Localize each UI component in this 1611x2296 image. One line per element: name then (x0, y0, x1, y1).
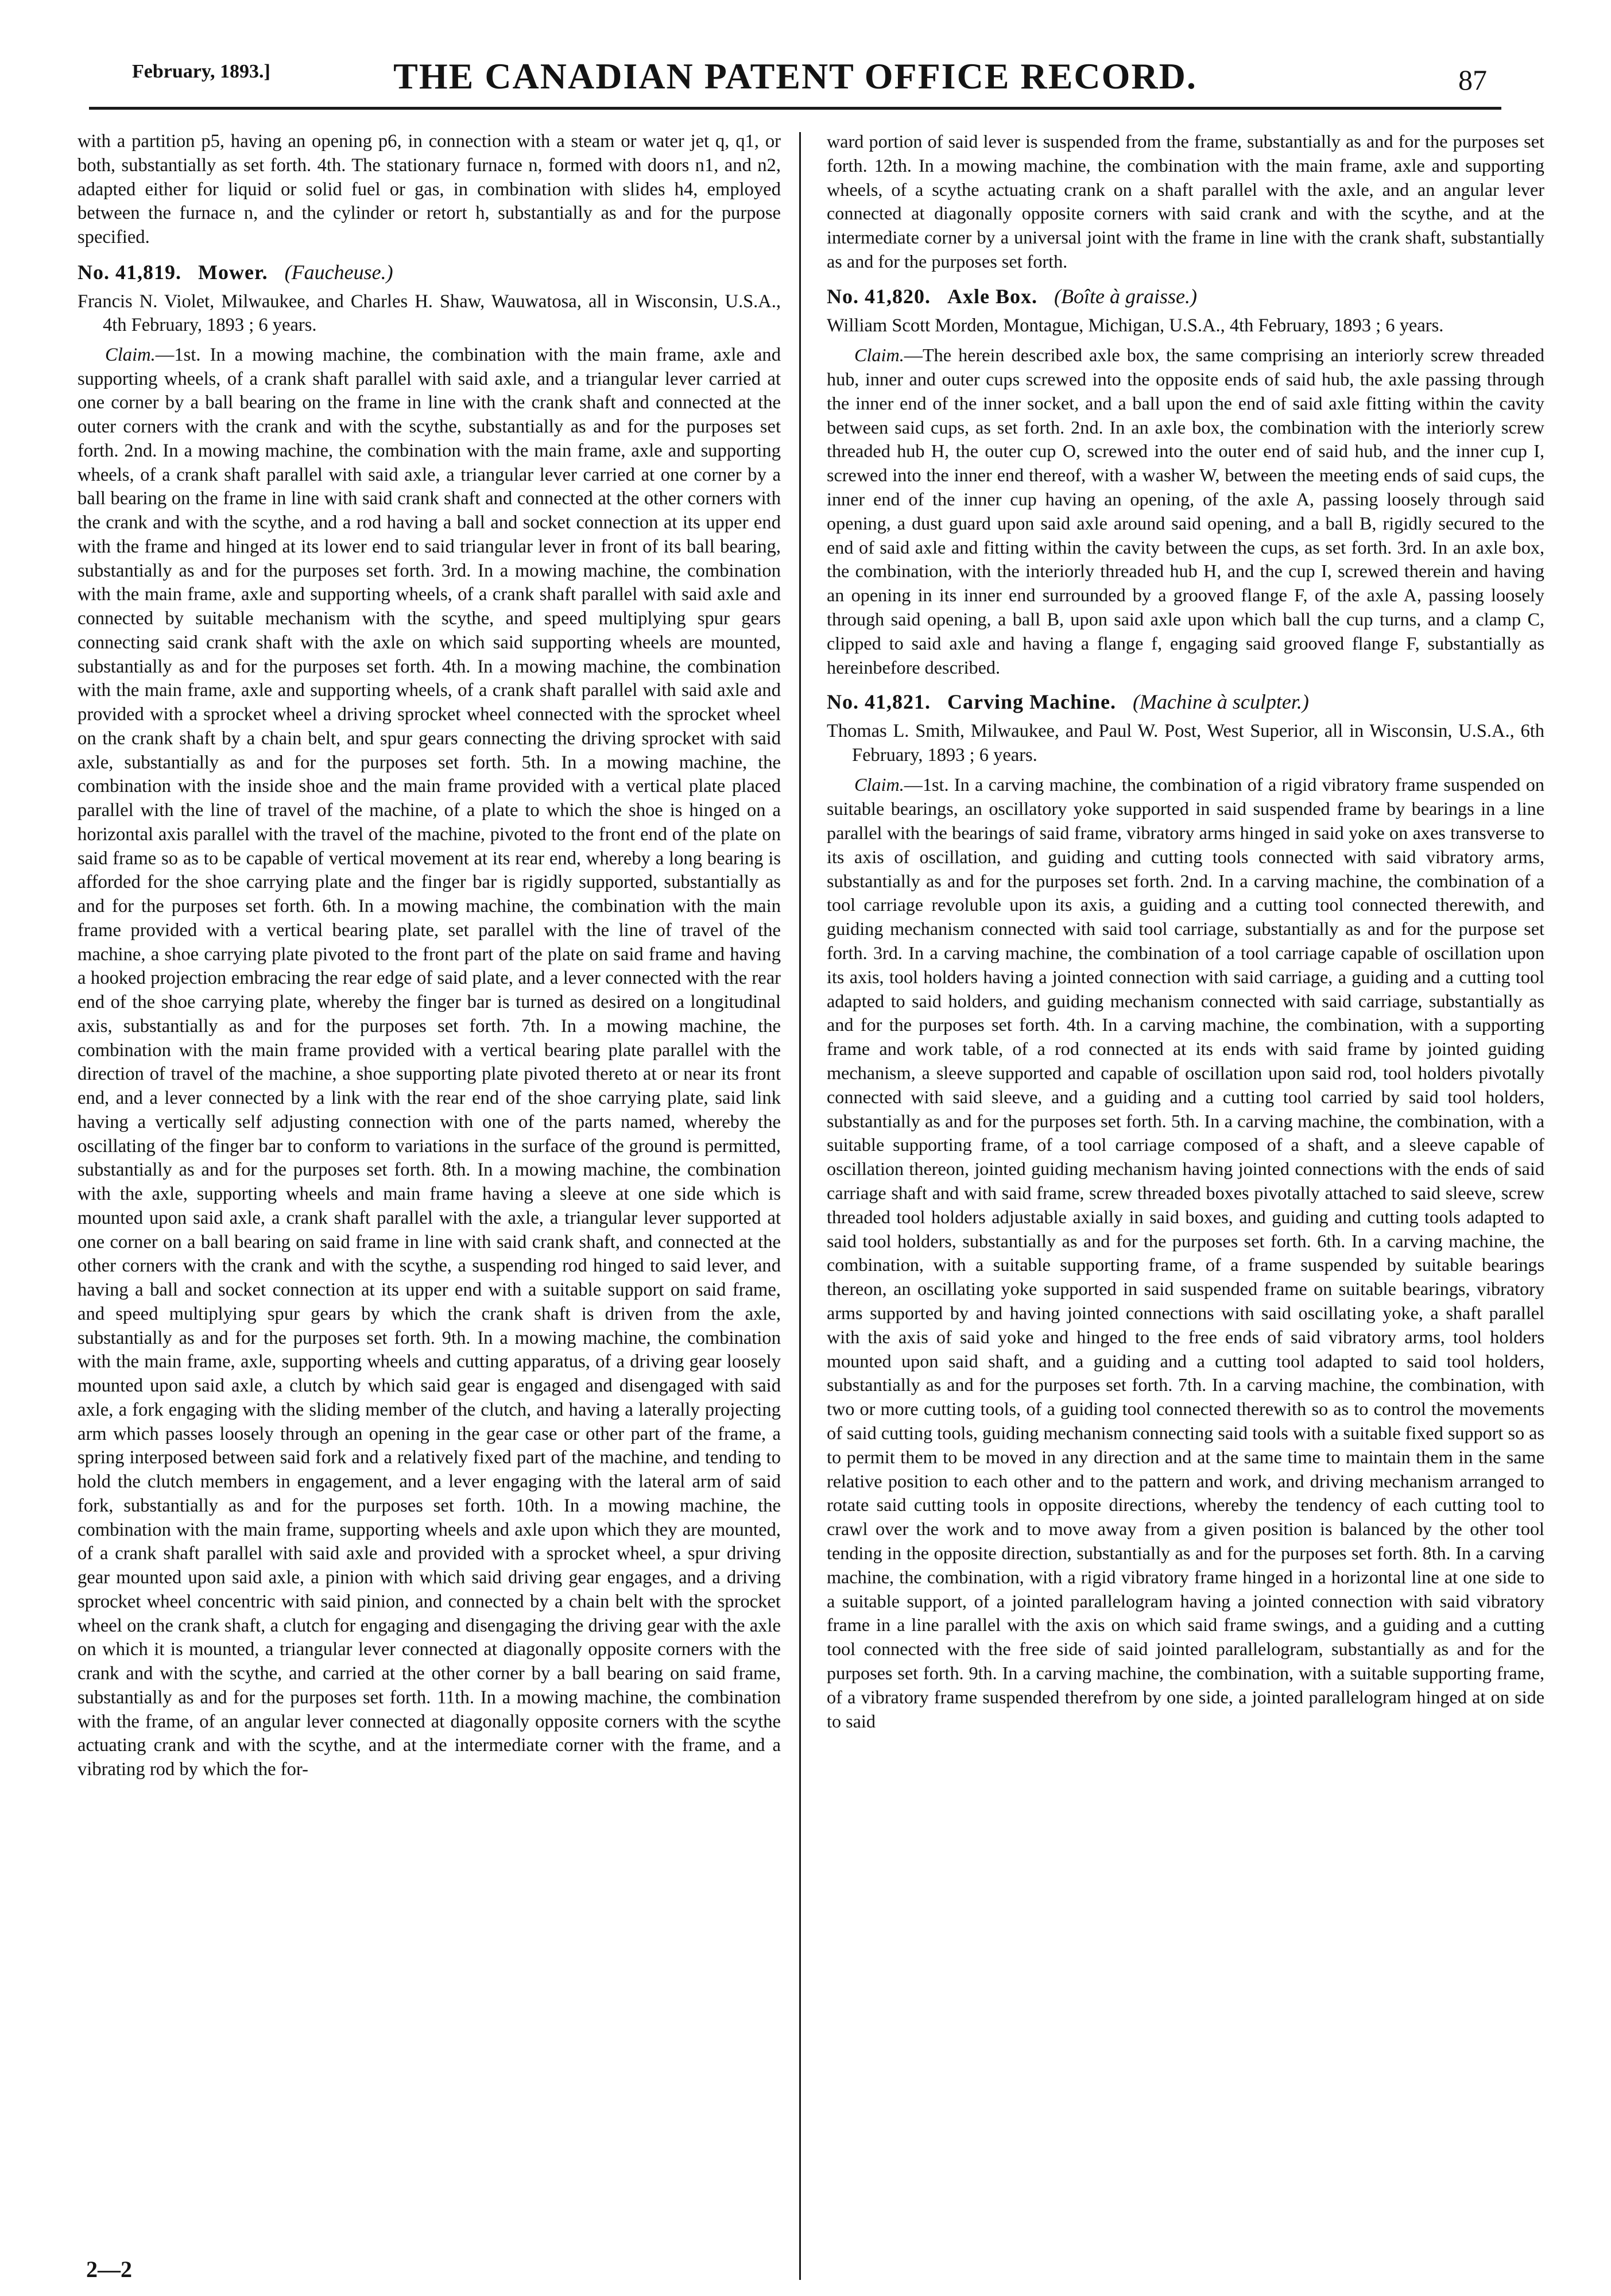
issue-date: February, 1893.] (132, 61, 270, 82)
claim-label: Claim. (854, 345, 904, 366)
patent-heading (78, 259, 781, 285)
claim-text: —1st. In a mowing machine, the combination with the main frame, axle and supporting wheels, of a crank shaft parallel with said axle, and a triangular lever carried at one corner by a ball bearing on the frame in line with the crank shaft and connected at the outer corners with the crank and with the scythe, substantially as and for the purposes set forth. 2nd. In a mowing machine, the combination with the main frame, axle and supporting wheels, of a crank shaft parallel with said axle, a triangular lever carried at one corner by a ball bearing on the frame in line with said crank shaft and connected at the other corners with the crank and with the scythe, and a rod having a ball and socket connection at its upper end with the frame and hinged at its lower end to said triangular lever in front of its ball bearing, substantially as and for the purposes set forth. 3rd. In a mowing machine, the combination with the main frame, axle and supporting wheels, of a crank shaft parallel with said axle and connected by suitable mechanism with the scythe, and speed multiplying spur gears connecting said crank shaft with the axle on which said supporting wheels are mounted, substantially as and for the purposes set forth. 4th. In a mowing machine, the combination with the main frame, axle and supporting wheels, of a crank shaft parallel with said axle and provided with a sprocket wheel a driving sprocket wheel connected with the sprocket wheel on the crank shaft by a chain belt, and spur gears connecting the driving sprocket with said axle, substantially as and for the purposes set forth. 5th. In a mowing machine, the combination with the inside shoe and the main frame provided with a vertical plate placed parallel with the line of travel of the machine, of a plate to which the shoe is hinged on a horizontal axis parallel with the travel of the machine, pivoted to the front end of the plate on said frame so as to be capable of vertical movement at its rear end, whereby a long bearing is afforded for the shoe carrying plate and the finger bar is rigidly supported, substantially as and for the purposes set forth. 6th. In a mowing machine, the combination with the main frame provided with a vertical bearing plate, set parallel with the line of travel of the machine, a shoe carrying plate pivoted to the front part of the plate on said frame and having a hooked projection embracing the rear edge of said plate, and a lever connected with the rear end of the shoe carrying plate, whereby the finger bar is turned as desired on a longitudinal axis, substantially as and for the purposes set forth. 7th. In a mowing machine, the combination with the main frame provided with a vertical bearing plate parallel with the direction of travel of the machine, a shoe supporting plate pivoted thereto at or near its front end, and a lever connected by a link with the rear end of the shoe carrying plate, said link having a vertically self adjusting connection with one of the parts named, whereby the oscillating of the finger bar to conform to variations in the surface of the ground is permitted, substantially as and for the purposes set forth. 8th. In a mowing machine, the combination with the axle, supporting wheels and main frame having a sleeve at one side which is mounted upon said axle, a crank shaft parallel with the axle, a triangular lever supported at one corner on a ball bearing on said frame in line with said crank shaft, and connected at the other corners with the crank and with the scythe, a suspending rod hinged to said lever, and having a ball and socket connection at its upper end with a suitable support on said frame, and speed multiplying spur gears by which the crank shaft is driven from the axle, substantially as and for the purposes set forth. 9th. In a mowing machine, the combination with the main frame, axle, supporting wheels and cutting apparatus, of a driving gear loosely mounted upon said axle, a clutch by which said gear is engaged and disengaged with said axle, a fork engaging with the sliding member of the clutch, and having a laterally projecting arm which passes loosely through an opening in the gear case or other part of the frame, a spring interposed between said fork and a relatively fixed part of the machine, and tending to hold the clutch members in engagement, and a lever engaging with the lateral arm of said fork, substantially as and for the purposes set forth. 10th. In a mowing machine, the combination with the main frame, supporting wheels and axle upon which they are mounted, of a crank shaft parallel with said axle and provided with a sprocket wheel, a spur driving gear mounted upon said axle, a pinion with which said driving gear engages, and a driving sprocket wheel concentric with said pinion, and connected by a chain belt with the sprocket wheel on the crank shaft, a clutch for engaging and disengaging the driving gear with the axle on which it is mounted, a triangular lever connected at diagonally opposite corners with the crank and with the scythe, and carried at the other corner by a ball bearing on said frame, substantially as and for the purposes set forth. 11th. In a mowing machine, the combination with the frame, of an angular lever connected at diagonally opposite corners with the scythe actuating crank and with the scythe, and at the intermediate corner with the frame, and a vibrating rod by which the for- (78, 344, 781, 1780)
patent-title: Axle Box. (947, 284, 1037, 308)
patent-heading (827, 283, 1544, 310)
continued-claim-text: with a partition p5, having an opening p6, in connection with a steam or water jet q, q1, or both, substantially as set forth. 4th. The stationary furnace n, formed with doors n1, and n2, adapted either for liquid or solid fuel or gas, in combination with slides h4, employed between the furnace n, and the cylinder or retort h, substantially as and for the purpose specified. (78, 131, 781, 248)
patent-title-french: (Boîte à graisse.) (1054, 284, 1197, 308)
continued-claim-text: ward portion of said lever is suspended from the frame, substantially as and for the purposes set forth. 12th. In a mowing machine, the combination with the main frame, axle and supporting wheels, of a scythe actuating crank on a shaft parallel with the axle, and an angular lever connected at diagonally opposite corners with said crank and with the scythe, and at the intermediate corner by a universal joint with the frame in line with the crank shaft, substantially as and for the purposes set forth. (827, 131, 1544, 272)
claim-paragraph (78, 343, 781, 1782)
claim-label: Claim. (854, 774, 904, 795)
right-column (827, 130, 1544, 1733)
claim-text: —1st. In a carving machine, the combination of a rigid vibratory frame suspended on suitable bearings, an oscillatory yoke supported in said suspended frame by bearings in a line parallel with the bearings of said frame, vibratory arms hinged in said yoke on axes transverse to its axis of oscillation, and guiding and cutting tools connected with said vibratory arms, substantially as and for the purposes set forth. 2nd. In a carving machine, the combination of a tool carriage revoluble upon its axis, a guiding and a cutting tool connected therewith, and guiding mechanism connected with said tool carriage, substantially as and for the purpose set forth. 3rd. In a carving machine, the combination of a tool carriage capable of oscillation upon its axis, tool holders having a jointed connection with said carriage, a guiding and a cutting tool adapted to said holders, and guiding mechanism connected with said carriage, substantially as and for the purposes set forth. 4th. In a carving machine, the combination, with a supporting frame and work table, of a rod connected at its ends with said frame by jointed guiding mechanism, a sleeve supported and capable of oscillation upon said rod, tool holders pivotally connected with said sleeve, and a guiding and a cutting tool carried by said tool holders, substantially as and for the purposes set forth. 5th. In a carving machine, the combination, with a suitable supporting frame, of a tool carriage composed of a shaft, and a sleeve capable of oscillation thereon, jointed guiding mechanism having jointed connections with the ends of said carriage shaft and with said frame, screw threaded boxes pivotally attached to said sleeve, screw threaded tool holders adjustable axially in said boxes, and guiding and cutting tools adapted to said tool holders, substantially as and for the purposes set forth. 6th. In a carving machine, the combination, with a suitable supporting frame, of a frame suspended by suitable bearings thereon, an oscillating yoke supported in said suspended frame on suitable bearings, vibratory arms supported by and having jointed connections with said oscillating yoke, a shaft parallel with the axis of said yoke and hinged to the free ends of said vibratory arms, tool holders mounted upon said shaft, and a guiding and a cutting tool adapted to said tool holders, substantially as and for the purposes set forth. 7th. In a carving machine, the combination, with two or more cutting tools, of a guiding tool connected therewith so as to control the movements of said cutting tools, guiding mechanism connecting said tools with a suitable fixed support so as to permit them to be moved in any direction and at the same time to maintain them in the same relative position to each other and to the pattern and work, and driving mechanism arranged to rotate said cutting tools in opposite directions, whereby the tendency of each cutting tool to crawl over the work and to move away from a given position is balanced by the other tool tending in the opposite direction, substantially as and for the purposes set forth. 8th. In a carving machine, the combination, with a rigid vibratory frame hinged in a horizontal line at one side to a suitable support, of a jointed parallelogram having a jointed connection with said vibratory frame in a line parallel with the axis on which said frame swings, and a guiding and a cutting tool connected with the free side of said jointed parallelogram, substantially as and for the purposes set forth. 9th. In a carving machine, the combination, with a suitable supporting frame, of a vibratory frame suspended therefrom by one side, a jointed parallelogram hinged at on side to said (827, 774, 1544, 1731)
running-head (86, 55, 1504, 124)
left-column (78, 130, 781, 1782)
patent-heading (827, 689, 1544, 715)
claim-text: —The herein described axle box, the same comprising an interiorly screw threaded hub, inner and outer cups screwed into the opposite ends of said hub, the axle passing through the inner end of the inner socket, and a ball upon the end of said axle fitting within the cavity between said cups, as set forth. 2nd. In an axle box, the combination with the interiorly screw threaded hub H, the outer cup O, screwed into the outer end of said hub, and the inner cup I, screwed into the inner end thereof, with a washer W, between the meeting ends of said cups, the inner end of the inner cup having an opening, of the axle A, passing loosely through said opening, a dust guard upon said axle around said opening, and a ball B, rigidly secured to the end of said axle and fitting within the cavity between the cups, as set forth. 3rd. In an axle box, the combination, with the interiorly threaded hub H, and the cup I, screwed therein and having an opening in its inner end surrounded by a grooved flange F, of the axle A, passing loosely through said opening, a ball B, upon said axle upon which ball the cup turns, and a clamp C, clipped to said axle and having a flange f, engaging said grooved flange F, substantially as hereinbefore described. (827, 345, 1544, 678)
patent-title: Mower. (198, 260, 268, 284)
column-divider (799, 132, 801, 2280)
patent-number: No. 41,821. (827, 690, 931, 714)
claim-paragraph (827, 773, 1544, 1733)
patentee-line: William Scott Morden, Montague, Michigan, U.S.A., 4th February, 1893 ; 6 years. (827, 315, 1444, 336)
patent-title-french: (Faucheuse.) (284, 260, 393, 284)
claim-label: Claim. (105, 344, 156, 365)
page-number: 87 (1458, 64, 1487, 96)
patent-number: No. 41,820. (827, 284, 931, 308)
header-rule (89, 107, 1501, 110)
patent-title-french: (Machine à sculpter.) (1132, 690, 1309, 714)
patentee-line: Thomas L. Smith, Milwaukee, and Paul W. Post, West Superior, all in Wisconsin, U.S.A., 6th February, 1893 ; 6 years. (827, 721, 1544, 766)
patent-title: Carving Machine. (947, 690, 1116, 714)
patentee-line: Francis N. Violet, Milwaukee, and Charles H. Shaw, Wauwatosa, all in Wisconsin, U.S.A., 4th February, 1893 ; 6 years. (78, 291, 781, 336)
claim-paragraph (827, 343, 1544, 679)
patent-number: No. 41,819. (78, 260, 181, 284)
page-signature: 2—2 (86, 2256, 132, 2282)
publication-title: THE CANADIAN PATENT OFFICE RECORD. (393, 56, 1197, 96)
